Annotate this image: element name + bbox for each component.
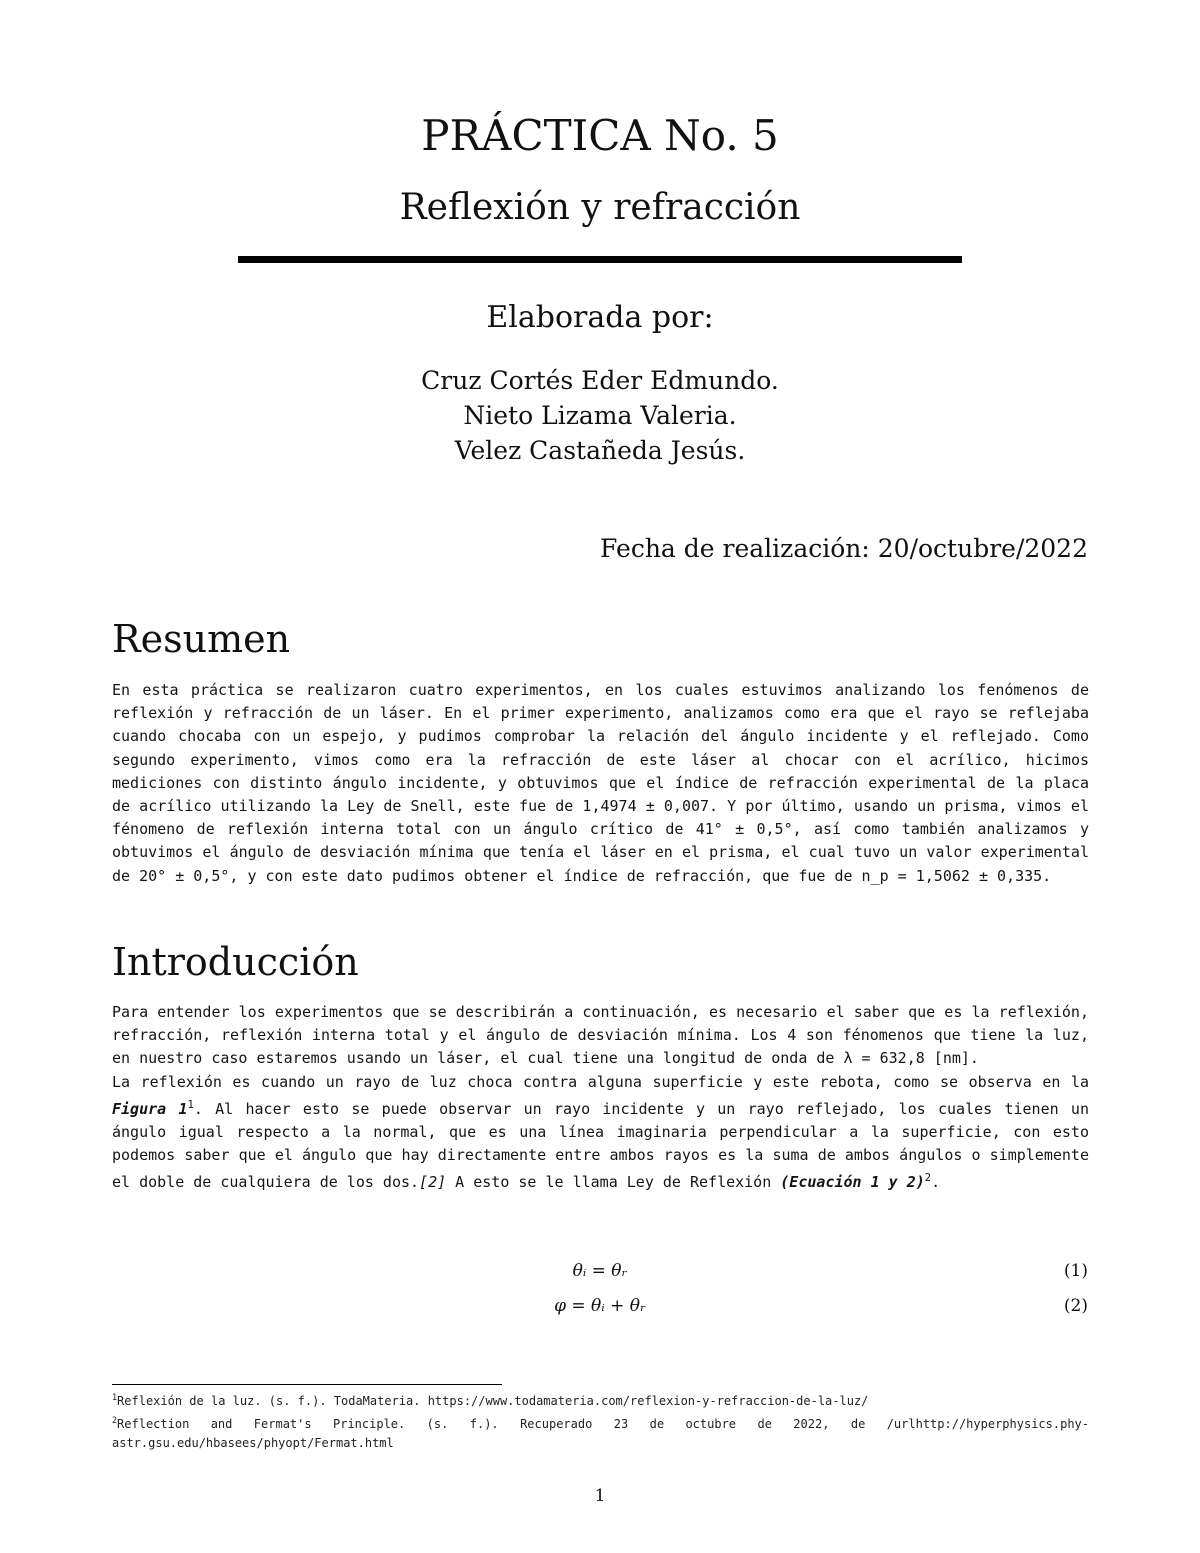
- page-number: 1: [594, 1486, 606, 1506]
- footnote-marker-1[interactable]: 1: [187, 1098, 194, 1111]
- equation-1: [112, 1257, 1088, 1285]
- citation-reference[interactable]: [2]: [419, 1173, 447, 1192]
- footnote-1-text[interactable]: Reflexión de la luz. (s. f.). TodaMateria. https://www.todamateria.com/reflexion-y-refraccion-de-la-luz/: [117, 1394, 869, 1408]
- intro-paragraph-2: [112, 1071, 1089, 1195]
- footnote-marker-2[interactable]: 2: [924, 1172, 932, 1185]
- intro-paragraphs: [112, 1001, 1089, 1195]
- document-title: PRÁCTICA No. 5: [421, 111, 779, 160]
- equation-1-expression: θᵢ = θᵣ: [572, 1261, 628, 1281]
- intro-p2-text-a: La reflexión es cuando un rayo de luz choca contra alguna superficie y este rebota, como se observa en la: [112, 1072, 1089, 1091]
- equation-1-number: (1): [1063, 1261, 1088, 1281]
- footnote-1: [112, 1388, 1089, 1411]
- equation-2-expression: φ = θᵢ + θᵣ: [554, 1296, 646, 1316]
- author-3: Velez Castañeda Jesús.: [454, 436, 746, 465]
- authors-label: Elaborada por:: [486, 300, 714, 335]
- figure-reference[interactable]: Figura 1: [112, 1099, 188, 1118]
- intro-paragraph-1: Para entender los experimentos que se describirán a continuación, es necesario el saber que es la reflexión, refracción, reflexión interna total y el ángulo de desviación mínima. Los 4 son fénomenos que tiene la luz, en nuestro caso estaremos usando un láser, el cual tiene una longitud de onda de λ = 632,8 [nm].: [112, 1003, 1089, 1068]
- abstract-heading: Resumen: [112, 617, 291, 661]
- date-line: Fecha de realización: 20/octubre/2022: [600, 534, 1088, 563]
- footnote-2-text[interactable]: Reflection and Fermat's Principle. (s. f.). Recuperado 23 de octubre de 2022, de /urlhttp://hyperphysics.phy-astr.gsu.edu/hbasees/phyopt/Fermat.html: [112, 1417, 1089, 1450]
- intro-p2-end: .: [931, 1173, 941, 1192]
- footnote-2: [112, 1411, 1089, 1453]
- intro-heading: Introducción: [112, 940, 359, 984]
- author-2: Nieto Lizama Valeria.: [463, 401, 737, 430]
- footnote-1-mark: 1: [112, 1392, 118, 1402]
- equation-2-number: (2): [1063, 1296, 1088, 1316]
- author-1: Cruz Cortés Eder Edmundo.: [421, 366, 779, 395]
- abstract-paragraph: [112, 679, 1089, 888]
- abstract-text: En esta práctica se realizaron cuatro experimentos, en los cuales estuvimos analizando los fenómenos de reflexión y refracción de un láser. En el primer experimento, analizamos como era que el rayo se reflejaba cuando chocaba con un espejo, y pudimos comprobar la relación del ángulo incidente y el reflejado. Como segundo experimento, vimos como era la refracción de este láser al chocar con el acrílico, hicimos mediciones con distinto ángulo incidente, y obtuvimos que el índice de refracción experimental de la placa de acrílico utilizando la Ley de Snell, este fue de 1,4974 ± 0,007. Y por último, usando un prisma, vimos el fénomeno de reflexión interna total con un ángulo crítico de 41° ± 0,5°, así como también analizamos y obtuvimos el ángulo de desviación mínima que tenía el láser en el prisma, el cual tuvo un valor experimental de 20° ± 0,5°, y con este dato pudimos obtener el índice de refracción, que fue de n_p = 1,5062 ± 0,335.: [112, 681, 1089, 885]
- document-subtitle: Reflexión y refracción: [399, 187, 801, 228]
- intro-p2-text-b: . Al hacer esto se puede observar un rayo incidente y un rayo reflejado, los cuales tienen un ángulo igual respecto a la normal, que es una línea imaginaria perpendicular a la superficie, con esto podemos saber que el ángulo que hay directamente entre ambos rayos es la suma de ambos ángulos o simplemente el doble de cualquiera de los dos.: [112, 1099, 1089, 1192]
- footnote-2-mark: 2: [112, 1415, 118, 1425]
- intro-p2-text-c: A esto se le llama Ley de Reflexión: [446, 1173, 781, 1192]
- equation-reference[interactable]: (Ecuación 1 y 2): [780, 1173, 925, 1192]
- footnotes: [112, 1388, 1089, 1453]
- equation-2: [112, 1292, 1088, 1320]
- footnote-rule: [112, 1384, 502, 1385]
- title-rule: [238, 256, 962, 263]
